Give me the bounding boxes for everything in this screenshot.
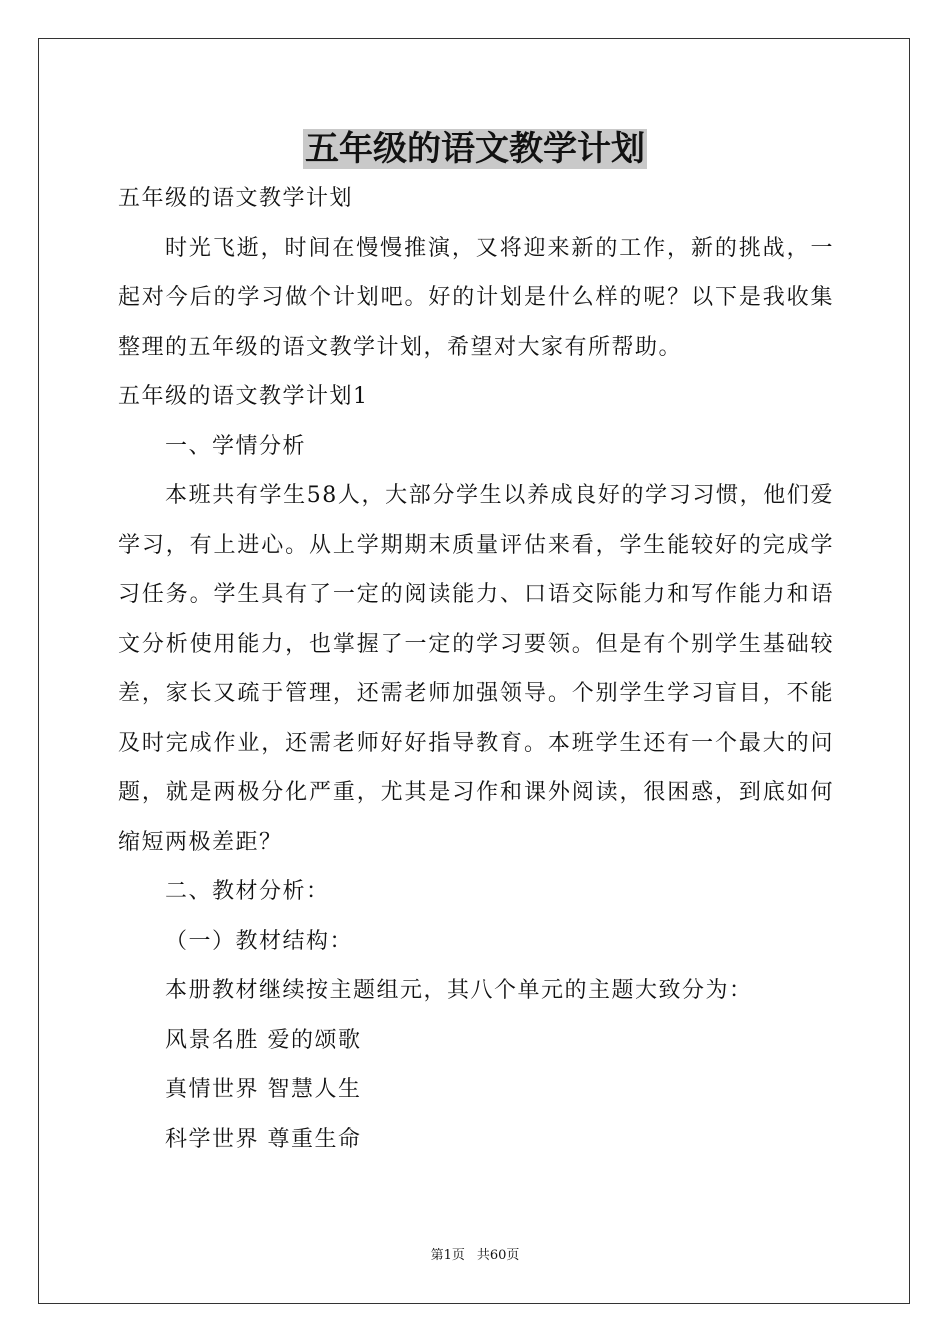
paragraph-subtitle: 五年级的语文教学计划	[118, 186, 354, 211]
theme-line-2: 真情世界 智慧人生	[165, 1077, 362, 1102]
page-footer	[0, 1246, 950, 1266]
paragraph-textbook-structure: 本册教材继续按主题组元，其八个单元的主题大致分为：	[165, 978, 753, 1003]
theme-line-3: 科学世界 尊重生命	[165, 1126, 362, 1152]
document-title-text: 五年级的语文教学计划	[305, 129, 645, 169]
paragraph-intro: 时光飞逝，时间在慢慢推演，又将迎来新的工作，新的挑战，一起对今后的学习做个计划吧。好的计划是什么样的呢？以下是我收集整理的五年级的语文教学计划，希望对大家有所帮助。	[118, 235, 834, 360]
document-title	[0, 124, 950, 174]
heading-textbook-analysis: 二、教材分析：	[165, 879, 330, 904]
page-number: 第1页	[430, 1248, 465, 1263]
theme-line-1: 风景名胜 爱的颂歌	[165, 1027, 362, 1053]
heading-student-analysis: 一、学情分析	[165, 433, 307, 459]
page-total: 共60页	[476, 1248, 520, 1263]
heading-textbook-structure: （一）教材结构：	[165, 928, 354, 954]
paragraph-student-analysis: 本班共有学生58人，大部分学生以养成良好的学习习惯，他们爱学习，有上进心。从上学期期末质量评估来看，学生能较好的完成学习任务。学生具有了一定的阅读能力、口语交际能力和写作能力和语文分析使用能力，也掌握了一定的学习要领。但是有个别学生基础较差，家长又疏于管理，还需老师加强领导。个别学生学习盲目，不能及时完成作业，还需老师好好指导教育。本班学生还有一个最大的问题，就是两极分化严重，尤其是习作和课外阅读，很困惑，到底如何缩短两极差距？	[118, 483, 834, 855]
document-body	[118, 174, 834, 1164]
section-heading-plan-1: 五年级的语文教学计划1	[118, 384, 369, 409]
